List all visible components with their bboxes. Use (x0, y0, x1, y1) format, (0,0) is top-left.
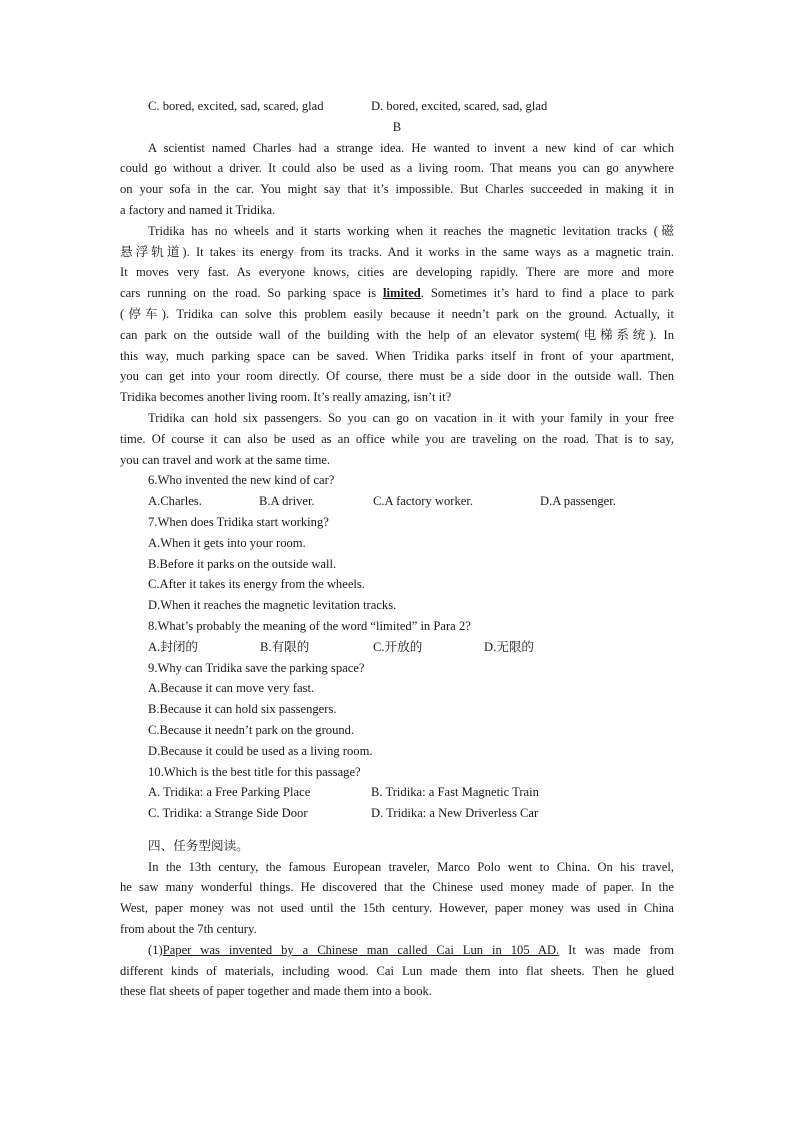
text-line: you can get into your room directly. Of course, there must be a side door in the outside wall. Then (120, 369, 674, 384)
option-d: D.When it reaches the magnetic levitation tracks. (148, 598, 397, 613)
underlined-word-limited: limited (383, 286, 421, 301)
question-6-options (120, 491, 674, 512)
section-b-letter: B (392, 119, 402, 134)
text-line: West, paper money was not used until the 15th century. However, paper money was used in China (120, 901, 674, 916)
text-line: different kinds of materials, including wood. Cai Lun made them into flat sheets. Then he glued (120, 963, 674, 978)
section-4-paragraph-2 (120, 940, 674, 1002)
section-4-paragraph-1 (120, 857, 674, 940)
text-line: from about the 7th century. (120, 922, 257, 937)
text-line: time. Of course it can also be used as an office while you are traveling on the road. That is to say, (120, 431, 674, 446)
option-c: C. Tridika: a Strange Side Door (148, 806, 308, 821)
text-line (120, 940, 674, 961)
text-line: this way, much parking space can be saved. When Tridika parks itself in front of your apartment, (120, 348, 674, 363)
option-a: A.Charles. (148, 494, 202, 509)
text-line: you can travel and work at the same time. (120, 452, 331, 467)
q5-option-d: D. bored, excited, scared, sad, glad (371, 99, 548, 113)
text-line: In the 13th century, the famous European traveler, Marco Polo went to China. On his travel, (148, 859, 674, 874)
text-line: these flat sheets of paper together and made them into a book. (120, 984, 432, 999)
option-d: D.Because it could be used as a living room. (148, 743, 373, 758)
section-4-heading: 四、任务型阅读。 (148, 838, 249, 853)
underlined-sentence: Paper was invented by a Chinese man called Cai Lun in 105 AD. (162, 942, 560, 957)
question-8-options (120, 637, 674, 658)
option-a: A.Because it can move very fast. (148, 681, 315, 696)
option-d: D.A passenger. (540, 494, 616, 509)
option-c: C.After it takes its energy from the wheels. (148, 577, 365, 592)
passage-b-paragraph-1 (120, 138, 674, 221)
question-9-stem: 9.Why can Tridika save the parking space? (148, 660, 365, 675)
question-6-stem: 6.Who invented the new kind of car? (148, 473, 335, 488)
text-line: Tridika can hold six passengers. So you can go on vacation in it with your family in your free (148, 410, 674, 425)
document-page (120, 96, 674, 1002)
text-line: could go without a driver. It could also be used as a living room. That means you can go anywhere (120, 161, 674, 176)
passage-b-paragraph-2 (120, 221, 674, 408)
text-line: can park on the outside wall of the building with the help of an elevator system(电梯系统). In (120, 327, 674, 342)
sentence-number: (1) (148, 942, 163, 957)
option-d: D. Tridika: a New Driverless Car (371, 806, 539, 821)
passage-b-paragraph-3 (120, 408, 674, 470)
question-7-stem: 7.When does Tridika start working? (148, 514, 329, 529)
text-line: A scientist named Charles had a strange idea. He wanted to invent a new kind of car which (148, 140, 674, 155)
option-b: B.Before it parks on the outside wall. (148, 556, 337, 571)
text-line: Tridika becomes another living room. It’s really amazing, isn’t it? (120, 390, 452, 405)
text-segment: . Sometimes it’s hard to find a place to park (420, 286, 674, 301)
question-10-options-row-1 (120, 782, 674, 803)
question-8-stem: 8.What’s probably the meaning of the word “limited” in Para 2? (148, 618, 471, 633)
option-c: C.A factory worker. (373, 494, 474, 509)
question-10-stem: 10.Which is the best title for this passage? (148, 764, 361, 779)
text-line (120, 283, 674, 304)
text-line: Tridika has no wheels and it starts working when it reaches the magnetic levitation tracks (磁 (148, 223, 674, 238)
text-line: on your sofa in the car. You might say that it’s impossible. But Charles succeeded in making it in (120, 182, 674, 197)
option-b: B. Tridika: a Fast Magnetic Train (371, 785, 539, 800)
text-segment: cars running on the road. So parking space is (120, 286, 384, 301)
text-line: a factory and named it Tridika. (120, 202, 276, 217)
option-c: C.开放的 (373, 639, 423, 654)
question-10-options-row-2 (120, 803, 674, 824)
option-b: B.A driver. (259, 494, 315, 509)
q5-options-row (120, 96, 674, 117)
q5-option-c: C. bored, excited, sad, scared, glad (148, 99, 324, 113)
option-a: A.When it gets into your room. (148, 535, 306, 550)
option-d: D.无限的 (484, 639, 535, 654)
text-line: he saw many wonderful things. He discovered that the Chinese used money made of paper. In the (120, 880, 674, 895)
option-b: B.有限的 (260, 639, 310, 654)
option-a: A.封闭的 (148, 639, 199, 654)
section-spacer (120, 824, 674, 836)
option-c: C.Because it needn’t park on the ground. (148, 722, 355, 737)
option-a: A. Tridika: a Free Parking Place (148, 785, 311, 800)
text-line: 悬浮轨道). It takes its energy from its tracks. And it works in the same ways as a magnetic train. (120, 244, 674, 259)
text-line: It moves very fast. As everyone knows, cities are developing rapidly. There are more and more (120, 265, 674, 280)
text-segment: It was made from (559, 942, 674, 957)
text-line: (停车). Tridika can solve this problem easily because it needn’t park on the ground. Actually, it (120, 306, 674, 321)
option-b: B.Because it can hold six passengers. (148, 702, 337, 717)
